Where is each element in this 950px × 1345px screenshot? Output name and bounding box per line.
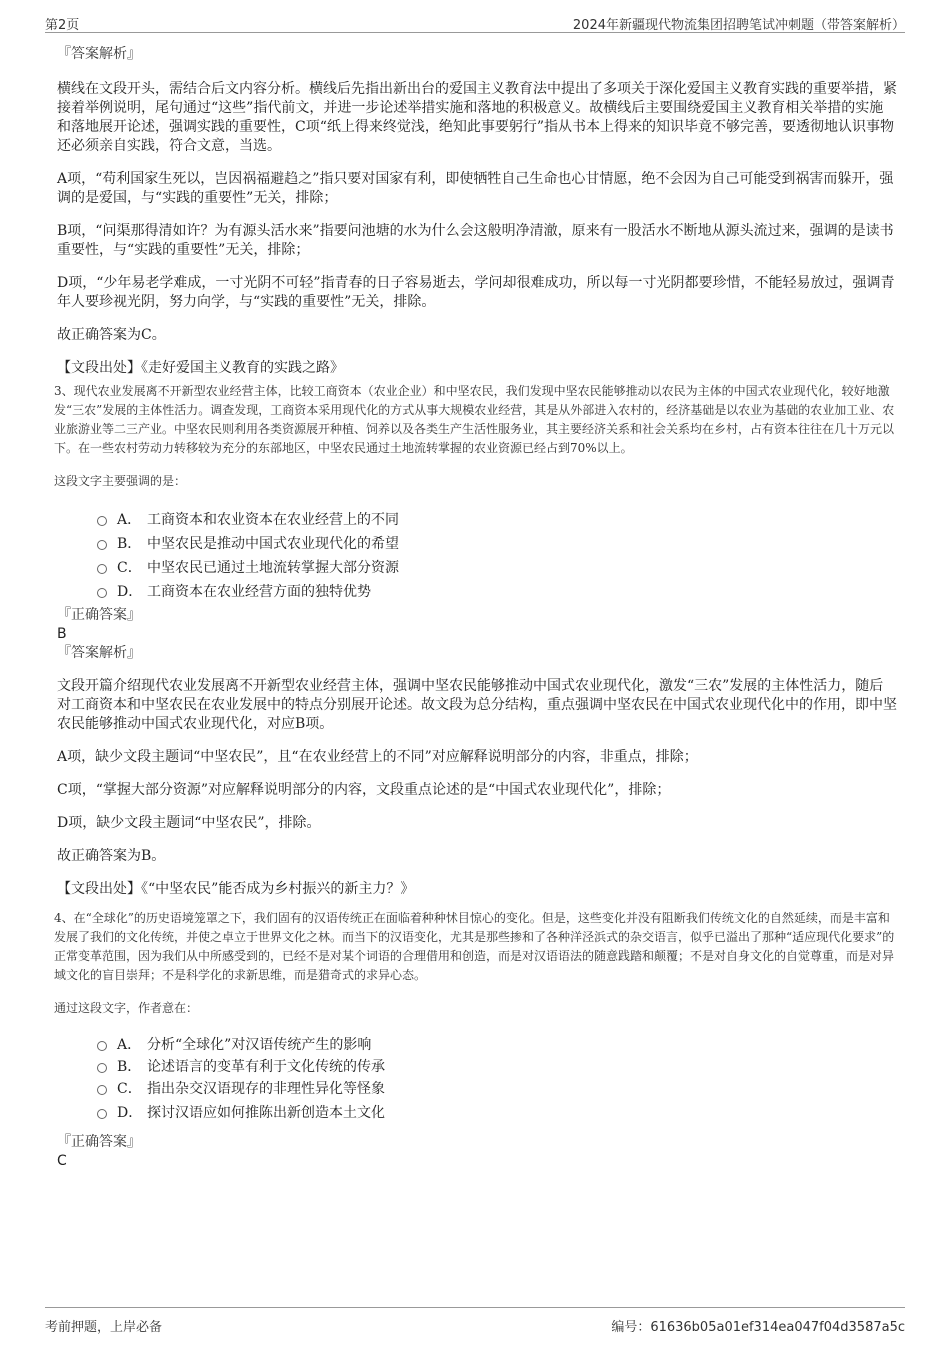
q3-analysis-a: A项，缺少文段主题词“中坚农民”，且“在农业经营上的不同”对应解释说明部分的内容，非重点，排除； [57, 749, 698, 765]
document-title: 2024年新疆现代物流集团招聘笔试冲刺题（带答案解析） [572, 18, 905, 33]
q4-option-b[interactable] [97, 1056, 897, 1076]
q4-option-d[interactable] [97, 1100, 897, 1124]
option-text: 指出杂交汉语现存的非理性异化等怪象 [147, 1081, 385, 1097]
q3-option-c[interactable] [97, 555, 897, 579]
q3-answer-tag: 『正确答案』 [57, 607, 141, 623]
page-header [45, 10, 905, 33]
option-letter: A． [117, 1037, 142, 1053]
q4-options [97, 1032, 897, 1124]
option-letter: A． [117, 512, 142, 528]
q4-option-a[interactable] [97, 1032, 897, 1056]
q3-analysis-c: C项，“掌握大部分资源”对应解释说明部分的内容，文段重点论述的是“中国式农业现代化”，排除； [57, 782, 671, 798]
radio-icon[interactable] [97, 1063, 107, 1073]
page-footer [45, 1307, 905, 1338]
q4-question: 通过这段文字，作者意在： [54, 1001, 199, 1015]
q3-analysis-d: D项，缺少文段主题词“中坚农民”，排除。 [57, 815, 321, 831]
q2-analysis-main: 横线在文段开头，需结合后文内容分析。横线后先指出新出台的爱国主义教育法中提出了多项关于深化爱国主义教育实践的重要举措，紧接着举例说明，尾句通过“这些”指代前文，并进一步论述举措实施和落地的积极意义。故横线后主要围绕爱国主义教育相关举措的实施和落地展开论述，强调实践的重要性，C项“纸上得来终觉浅，绝知此事要躬行”指从书本上得来的知识毕竟不够完善，要透彻地认识事物还必须亲自实践，符合文意，当选。 [57, 81, 897, 154]
option-letter: C． [117, 1081, 142, 1097]
option-letter: B． [117, 1059, 142, 1075]
q3-conclusion: 故正确答案为B。 [57, 848, 166, 864]
page-content [54, 44, 897, 1170]
q3-option-b[interactable] [97, 531, 897, 555]
q2-source: 【文段出处】《走好爱国主义教育的实践之路》 [57, 360, 344, 376]
q2-conclusion: 故正确答案为C。 [57, 327, 166, 343]
option-text: 中坚农民是推动中国式农业现代化的希望 [147, 536, 399, 552]
radio-icon[interactable] [97, 588, 107, 598]
page-number: 第2页 [45, 18, 80, 33]
option-letter: C． [117, 560, 142, 576]
q3-analysis-tag: 『答案解析』 [57, 645, 141, 661]
q4-answer: C [57, 1153, 67, 1169]
q4-option-c[interactable] [97, 1076, 897, 1100]
q3-stem: 3、现代农业发展离不开新型农业经营主体，比较工商资本（农业企业）和中坚农民，我们发现中坚农民能够推动以农民为主体的中国式农业现代化，较好地激发“三农”发展的主体性活力。调查发现，工商资本采用现代化的方式从事大规模农业经营，其是从外部进入农村的，经济基础是以农业为基础的农业加工业、农业旅游业等二三产业。中坚农民则利用各类资源展开种植、饲养以及各类生产生活性服务业，其主要经济关系和社会关系均在乡村，占有资本往往在几十万元以下。在一些农村劳动力转移较为充分的东部地区，中坚农民通过土地流转掌握的农业资源已经占到70%以上。 [54, 384, 895, 455]
radio-icon[interactable] [97, 540, 107, 550]
option-text: 探讨汉语应如何推陈出新创造本土文化 [147, 1105, 385, 1121]
q3-question: 这段文字主要强调的是： [54, 474, 187, 488]
footer-serial: 编号：61636b05a01ef314ea047f04d3587a5c [611, 1320, 905, 1335]
q2-analysis-tag: 『答案解析』 [57, 46, 141, 62]
q3-option-a[interactable] [97, 507, 897, 531]
radio-icon[interactable] [97, 1085, 107, 1095]
radio-icon[interactable] [97, 1041, 107, 1051]
q2-analysis-b: B项，“问渠那得清如许？为有源头活水来”指要问池塘的水为什么会这般明净清澈，原来有一股活水不断地从源头流过来，强调的是读书重要性，与“实践的重要性”无关，排除； [57, 223, 894, 258]
option-text: 工商资本和农业资本在农业经营上的不同 [147, 512, 399, 528]
radio-icon[interactable] [97, 1109, 107, 1119]
q3-option-d[interactable] [97, 579, 897, 603]
footer-slogan: 考前押题，上岸必备 [45, 1320, 163, 1335]
option-text: 论述语言的变革有利于文化传统的传承 [147, 1059, 385, 1075]
option-text: 中坚农民已通过土地流转掌握大部分资源 [147, 560, 399, 576]
q2-analysis-d: D项，“少年易老学难成，一寸光阴不可轻”指青春的日子容易逝去，学问却很难成功，所以每一寸光阴都要珍惜，不能轻易放过，强调青年人要珍视光阴，努力向学，与“实践的重要性”无关，排除。 [57, 275, 895, 310]
q4-answer-tag: 『正确答案』 [57, 1134, 141, 1150]
radio-icon[interactable] [97, 564, 107, 574]
q2-analysis-a: A项，“苟利国家生死以，岂因祸福避趋之”指只要对国家有利，即使牺牲自己生命也心甘情愿，绝不会因为自己可能受到祸害而躲开，强调的是爱国，与“实践的重要性”无关，排除； [57, 171, 894, 206]
q4-stem: 4、在“全球化”的历史语境笼罩之下，我们固有的汉语传统正在面临着种种怵目惊心的变化。但是，这些变化并没有阻断我们传统文化的自然延续，而是丰富和发展了我们的文化传统，并使之卓立于世界文化之林。而当下的汉语变化，尤其是那些掺和了各种洋泾浜式的杂交语言，似乎已溢出了那种“适应现代化要求”的正常变革范围，因为我们从中所感受到的，已经不是对某个词语的合理借用和创造，而是对汉语语法的随意践踏和颠覆；不是对自身文化的自觉尊重，而是对异域文化的盲目崇拜；不是科学化的求新思维，而是猎奇式的求异心态。 [54, 911, 895, 982]
option-letter: D． [117, 1105, 143, 1121]
option-letter: D． [117, 584, 143, 600]
option-text: 工商资本在农业经营方面的独特优势 [147, 584, 371, 600]
radio-icon[interactable] [97, 516, 107, 526]
q3-options [97, 507, 897, 603]
q3-answer: B [57, 626, 67, 642]
q3-source: 【文段出处】《“中坚农民”能否成为乡村振兴的新主力？》 [57, 881, 415, 897]
option-text: 分析“全球化”对汉语传统产生的影响 [147, 1037, 372, 1053]
q3-analysis-main: 文段开篇介绍现代农业发展离不开新型农业经营主体，强调中坚农民能够推动中国式农业现代化，激发“三农”发展的主体性活力，随后对工商资本和中坚农民在农业发展中的特点分别展开论述。故文段为总分结构，重点强调中坚农民在中国式农业现代化中的作用，即中坚农民能够推动中国式农业现代化，对应B项。 [57, 678, 897, 732]
option-letter: B． [117, 536, 142, 552]
